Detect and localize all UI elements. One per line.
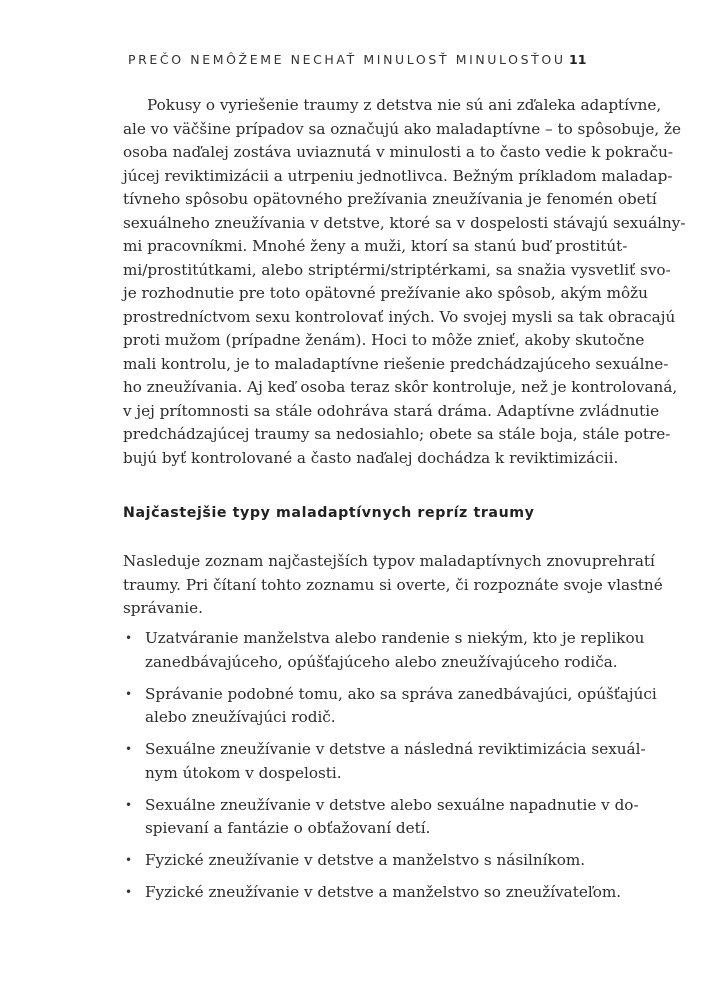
- list-item: [123, 881, 622, 905]
- text-line: predchádzajúcej traumy sa nedosiahlo; obete sa stále boja, stále potre-: [123, 425, 671, 443]
- text-line: Uzatváranie manželstva alebo randenie s niekým, kto je replikou: [145, 629, 645, 647]
- text-line: Fyzické zneužívanie v detstve a manželstvo so zneužívateľom.: [145, 883, 622, 901]
- text-line: spievaní a fantázie o obťažovaní detí.: [145, 819, 431, 837]
- bullet-icon: •: [125, 853, 133, 867]
- list-item: [123, 794, 639, 841]
- text-line: mi pracovníkmi. Mnohé ženy a muži, ktorí sa stanú buď prostitút-: [123, 237, 628, 255]
- list-item: [123, 849, 599, 873]
- text-line: proti mužom (prípadne ženám). Hoci to môže znieť, akoby skutočne: [123, 331, 645, 349]
- text-line: traumy. Pri čítaní tohto zoznamu si overte, či rozpoznáte svoje vlastné: [123, 575, 663, 594]
- page-number: 11: [569, 52, 587, 67]
- bullet-list: [123, 627, 657, 913]
- text-line: zanedbávajúceho, opúšťajúceho alebo zneužívajúceho rodiča.: [145, 652, 618, 671]
- list-item: [123, 738, 646, 785]
- text-line: Pokusy o vyriešenie traumy z detstva nie sú ani zďaleka adaptívne,: [147, 96, 662, 114]
- text-line: nym útokom v dospelosti.: [145, 763, 342, 782]
- text-line: Nasleduje zoznam najčastejších typov maladaptívnych znovuprehratí: [123, 552, 655, 570]
- bullet-icon: •: [125, 686, 133, 701]
- bullet-icon: •: [125, 797, 133, 812]
- bullet-icon: •: [125, 742, 133, 756]
- text-line: tívneho spôsobu opätovného prežívania zneužívania je fenomén obetí: [123, 190, 657, 208]
- paragraph-intro: [123, 550, 663, 621]
- list-item: [123, 627, 645, 674]
- text-line: Sexuálne zneužívanie v detstve alebo sexuálne napadnutie v do-: [145, 795, 639, 814]
- text-line: osoba naďalej zostáva uviaznutá v minulosti a to často vedie k pokraču-: [123, 143, 674, 161]
- paragraph-trauma-resolution: [123, 94, 686, 470]
- text-line: mi/prostitútkami, alebo striptérmi/striptérkami, sa snažia vysvetliť svo-: [123, 260, 671, 279]
- running-head-title: PREČO NEMÔŽEME NECHAŤ MINULOSŤ MINULOSŤOU: [128, 52, 566, 67]
- text-line: prostredníctvom sexu kontrolovať iných. Vo svojej mysli sa tak obracajú: [123, 307, 676, 326]
- text-line: Fyzické zneužívanie v detstve a manželstvo s násilníkom.: [145, 851, 586, 869]
- text-line: ho zneužívania. Aj keď osoba teraz skôr kontroluje, než je kontrolovaná,: [123, 378, 678, 396]
- text-line: alebo zneužívajúci rodič.: [145, 708, 336, 726]
- text-line: sexuálneho zneužívania v detstve, ktoré sa v dospelosti stávajú sexuálny-: [123, 213, 686, 232]
- text-line: Správanie podobné tomu, ako sa správa zanedbávajúci, opúšťajúci: [145, 684, 657, 703]
- text-line: je rozhodnutie pre toto opätovné prežívanie ako spôsob, akým môžu: [123, 284, 648, 302]
- bullet-icon: •: [125, 631, 133, 645]
- text-line: Sexuálne zneužívanie v detstve a následná reviktimizácia sexuál-: [145, 740, 646, 758]
- section-heading: Najčastejšie typy maladaptívnych repríz traumy: [123, 505, 535, 521]
- text-line: júcej reviktimizácii a utrpeniu jednotlivca. Bežným príkladom maladap-: [123, 166, 673, 185]
- bullet-icon: •: [125, 885, 133, 899]
- text-line: ale vo väčšine prípadov sa označujú ako maladaptívne – to spôsobuje, že: [123, 119, 681, 138]
- list-item: [123, 683, 657, 730]
- text-line: správanie.: [123, 599, 203, 617]
- text-line: bujú byť kontrolované a často naďalej dochádza k reviktimizácii.: [123, 448, 619, 467]
- text-line: mali kontrolu, je to maladaptívne riešenie predchádzajúceho sexuálne-: [123, 354, 669, 373]
- text-line: v jej prítomnosti sa stále odohráva stará dráma. Adaptívne zvládnutie: [123, 401, 660, 420]
